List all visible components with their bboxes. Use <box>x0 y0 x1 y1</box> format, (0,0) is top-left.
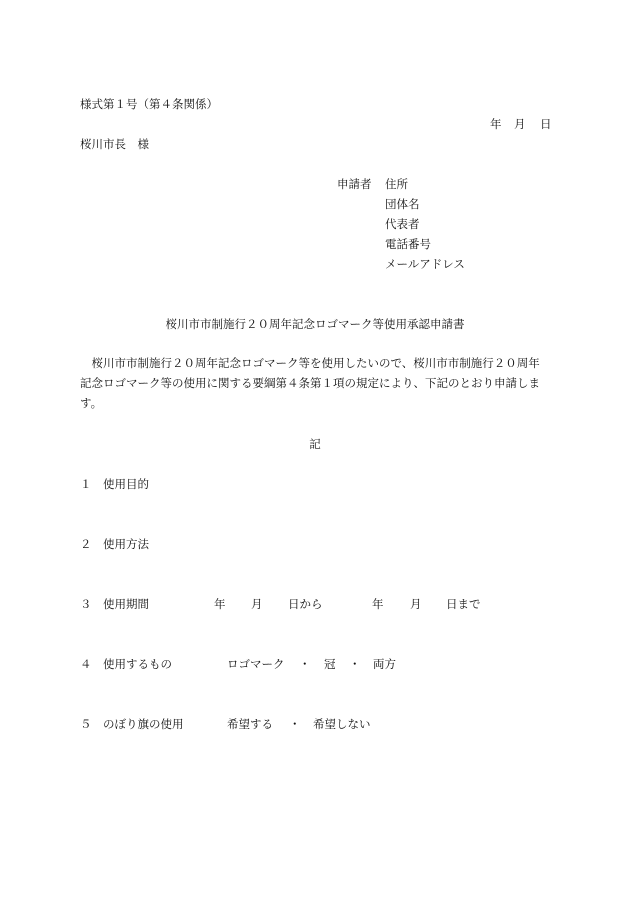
item-label: のぼり旗の使用 <box>103 717 184 731</box>
form-number: 様式第１号（第４条関係） <box>80 97 218 111</box>
applicant-address-label: 住所 <box>385 177 408 191</box>
period-end-day: 日まで <box>446 597 481 611</box>
option-crown: 冠 <box>324 657 336 671</box>
document-title: 桜川市市制施行２０周年記念ロゴマーク等使用承認申請書 <box>165 317 465 331</box>
option-separator: ・ <box>299 657 311 671</box>
item-label: 使用方法 <box>103 537 149 551</box>
applicant-organization-label: 団体名 <box>385 197 420 211</box>
period-end-year: 年 <box>372 597 384 611</box>
period-end-month: 月 <box>410 597 422 611</box>
option-separator: ・ <box>289 717 301 731</box>
item-label: 使用期間 <box>103 597 149 611</box>
date-year: 年 <box>490 117 502 131</box>
item-number: ５ <box>80 717 92 731</box>
period-start-month: 月 <box>251 597 263 611</box>
applicant-phone-label: 電話番号 <box>385 237 431 251</box>
addressee: 桜川市長 様 <box>80 137 149 151</box>
option-both: 両方 <box>373 657 396 671</box>
item-label: 使用するもの <box>103 657 172 671</box>
item-number: ４ <box>80 657 92 671</box>
applicant-label: 申請者 <box>337 177 372 191</box>
item-label: 使用目的 <box>103 477 149 491</box>
period-start-day: 日から <box>288 597 323 611</box>
date-day: 日 <box>540 117 552 131</box>
option-desire: 希望する <box>227 717 273 731</box>
option-no-desire: 希望しない <box>313 717 371 731</box>
item-number: ３ <box>80 597 92 611</box>
applicant-email-label: メールアドレス <box>385 257 465 271</box>
item-number: １ <box>80 477 92 491</box>
item-number: ２ <box>80 537 92 551</box>
body-paragraph: 桜川市市制施行２０周年記念ロゴマーク等を使用したいので、桜川市市制施行２０周年記念ロゴマーク等の使用に関する要綱第４条第１項の規定により、下記のとおり申請します。 <box>80 356 540 410</box>
option-logo-mark: ロゴマーク <box>227 657 285 671</box>
option-separator: ・ <box>349 657 361 671</box>
period-start-year: 年 <box>214 597 226 611</box>
applicant-representative-label: 代表者 <box>385 217 420 231</box>
date-month: 月 <box>514 117 526 131</box>
ki-marker: 記 <box>309 437 321 451</box>
